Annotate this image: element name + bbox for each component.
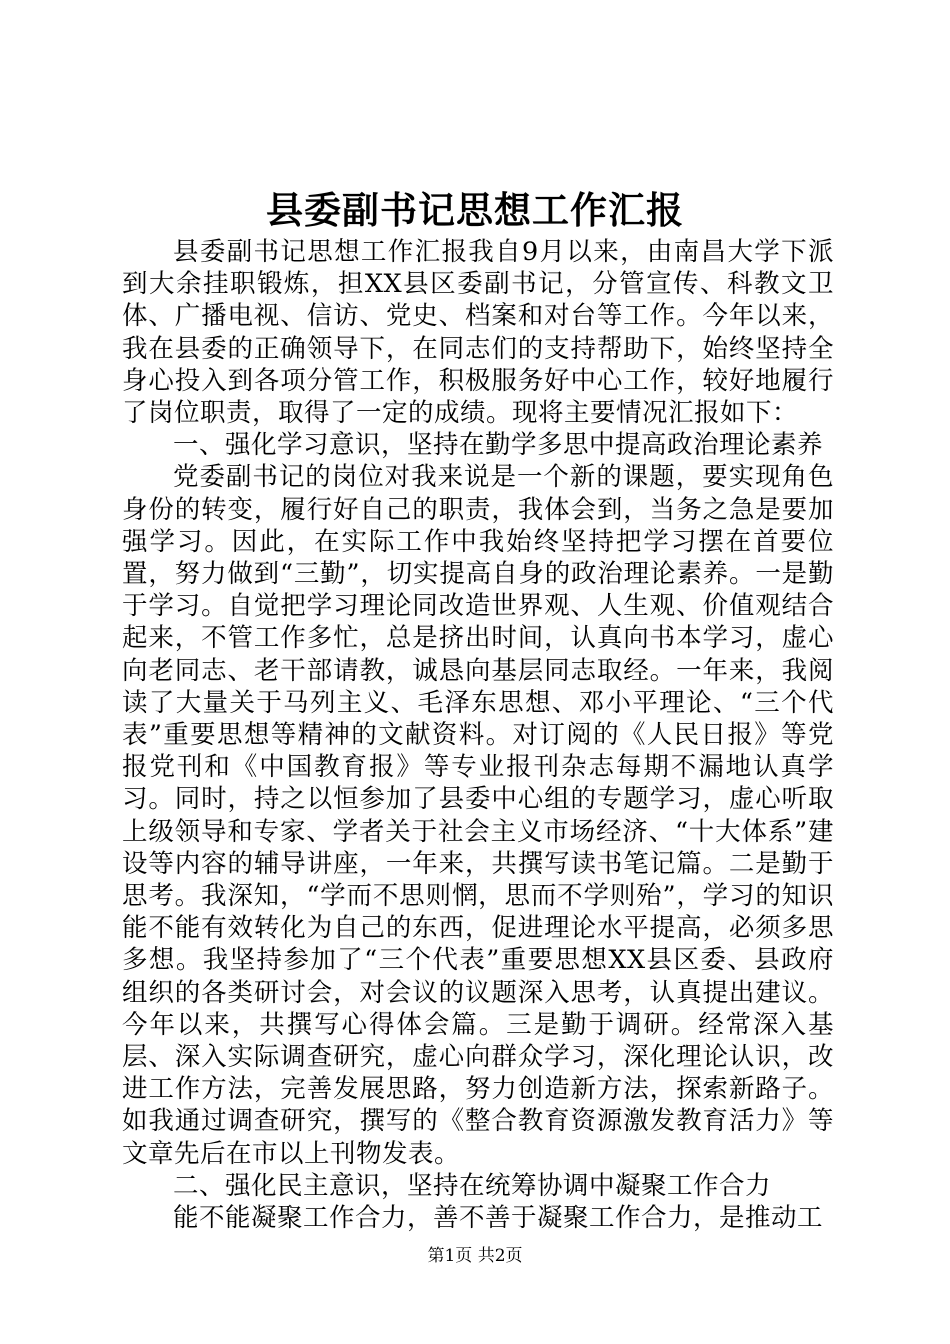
paragraph-intro: 县委副书记思想工作汇报我自9月以来，由南昌大学下派到大余挂职锻炼，担XX县区委副书记，分管宣传、科教文卫体、广播电视、信访、党史、档案和对台等工作。今年以来，我在县委的正确领导下，在同志们的支持帮助下，始终坚持全身心投入到各项分管工作，积极服务好中心工作，较好地履行了岗位职责，取得了一定的成绩。现将主要情况汇报如下： bbox=[122, 237, 834, 429]
section-heading-2: 二、强化民主意识，坚持在统筹协调中凝聚工作合力 bbox=[173, 1170, 772, 1201]
paragraph-section-1: 党委副书记的岗位对我来说是一个新的课题，要实现角色身份的转变，履行好自己的职责，我体会到，当务之急是要加强学习。因此，在实际工作中我始终坚持把学习摆在首要位置，努力做到“三勤”，切实提高自身的政治理论素养。一是勤于学习。自觉把学习理论同改造世界观、人生观、价值观结合起来，不管工作多忙，总是挤出时间，认真向书本学习，虚心向老同志、老干部请教，诚恳向基层同志取经。一年来，我阅读了大量关于马列主义、毛泽东思想、邓小平理论、“三个代表”重要思想等精神的文献资料。对订阅的《人民日报》等党报党刊和《中国教育报》等专业报刊杂志每期不漏地认真学习。同时，持之以恒参加了县委中心组的专题学习，虚心听取上级领导和专家、学者关于社会主义市场经济、“十大体系”建设等内容的辅导讲座，一年来，共撰写读书笔记篇。二是勤于思考。我深知，“学而不思则惘，思而不学则殆”，学习的知识能不能有效转化为自己的东西，促进理论水平提高，必须多思多想。我坚持参加了“三个代表”重要思想XX县区委、县政府组织的各类研讨会，对会议的议题深入思考，认真提出建议。今年以来，共撰写心得体会篇。三是勤于调研。经常深入基层、深入实际调查研究，虚心向群众学习，深化理论认识，改进工作方法，完善发展思路，努力创造新方法，探索新路子。如我通过调查研究，撰写的《整合教育资源激发教育活力》等文章先后在市以上刊物发表。 bbox=[122, 462, 834, 1169]
paragraph-section-2: 能不能凝聚工作合力，善不善于凝聚工作合力，是推动工 bbox=[173, 1203, 824, 1234]
document-body bbox=[122, 236, 834, 1234]
page-footer: 第1页 共2页 bbox=[427, 1246, 523, 1266]
section-heading-1: 一、强化学习意识，坚持在勤学多思中提高政治理论素养 bbox=[173, 430, 824, 461]
document-title: 县委副书记思想工作汇报 bbox=[266, 188, 684, 232]
